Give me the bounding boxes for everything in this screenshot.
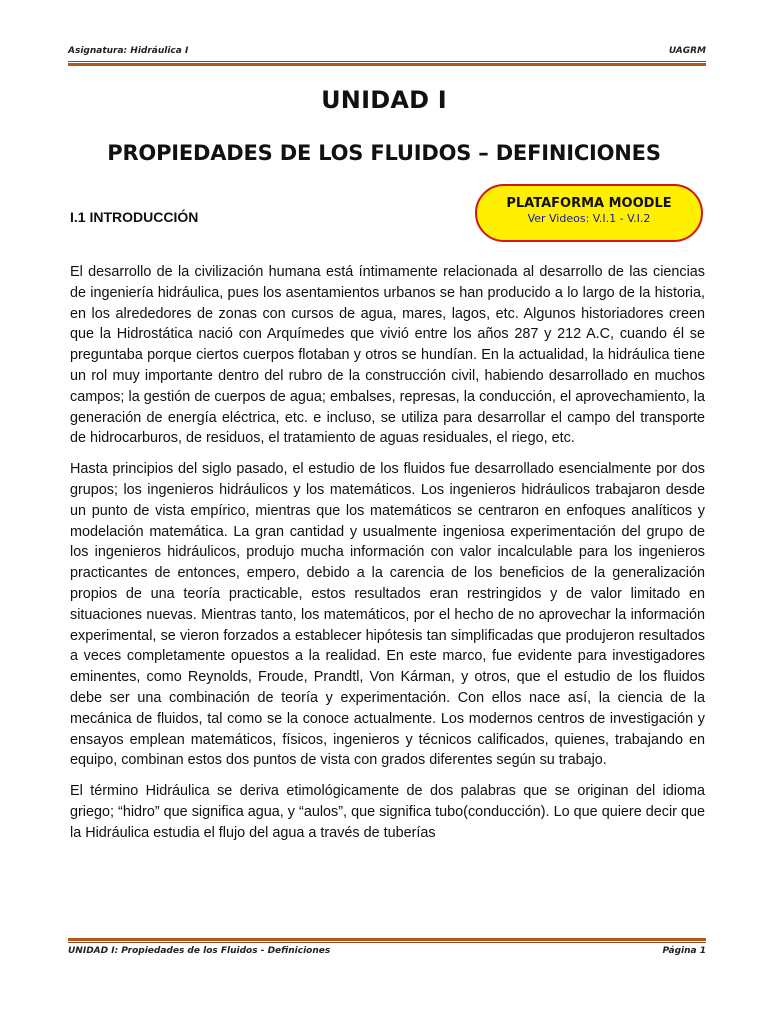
paragraph: Hasta principios del siglo pasado, el estudio de los fluidos fue desarrollado esencialmente por dos grupos; los ingenieros hidráulicos y los matemáticos. Los ingenieros hidráulicos trabajaron desde un punto de vista empírico, mientras que los matemáticos se centraron en enfoques analíticos y modelación matemática. La gran cantidad y usualmente ingeniosa experimentación del grupo de los ingenieros hidráulicos, produjo mucha información con valor incalculable para los ingenieros practicantes de entonces, empero, debido a la carencia de los beneficios de la generalización propios de una teoría practicable, estos resultados eran restringidos y de valor limitado en situaciones nuevas. Mientras tanto, los matemáticos, por el hecho de no aprovechar la información experimental, se vieron forzados a establecer hipótesis tan simplificadas que produjeron resultados a veces completamente opuestos a la realidad. En este marco, fue evidente para investigadores eminentes, como Reynolds, Froude, Prandtl, Von Kárman, y otros, que el estudio de los fluidos debe ser una combinación de teoría y experimentación. Con ellos nace así, la ciencia de la mecánica de fluidos, tal como se la conoce actualmente. Los modernos centros de investigación y ensayos emplean matemáticos, físicos, ingenieros y técnicos calificados, quienes, trabajando en equipo, combinan estos dos puntos de vista con grados diferentes según su trabajo. — [70, 461, 705, 769]
header-rule-thin — [68, 61, 706, 62]
moodle-badge[interactable] — [475, 184, 703, 242]
unit-title: UNIDAD I — [321, 86, 447, 114]
footer-rule-thick — [68, 938, 706, 941]
header-course: Asignatura: Hidráulica I — [68, 46, 189, 56]
page-footer — [68, 946, 706, 960]
page-title: PROPIEDADES DE LOS FLUIDOS – DEFINICIONES — [107, 141, 661, 165]
body-text — [70, 262, 705, 854]
footer-rule-thin — [68, 942, 706, 943]
footer-unit-title: UNIDAD I: Propiedades de los Fluidos - Definiciones — [68, 946, 331, 956]
page-number: Página 1 — [662, 946, 706, 956]
moodle-badge-title: PLATAFORMA MOODLE — [506, 196, 672, 211]
moodle-badge-videos: Ver Videos: V.I.1 - V.I.2 — [527, 212, 651, 225]
section-heading: I.1 INTRODUCCIÓN — [70, 209, 199, 225]
paragraph: El desarrollo de la civilización humana está íntimamente relacionada al desarrollo de las ciencias de ingeniería hidráulica, pues los asentamientos urbanos se han producido a lo largo de la historia, en los alrededores de zonas con cursos de agua, mares, lagos, etc. Algunos historiadores creen que la Hidrostática nació con Arquímedes que vivió entre los años 287 y 212 A.C, cuando él se preguntaba porque ciertos cuerpos flotaban y otros se hundían. En la actualidad, la hidráulica tiene un rol muy importante dentro del rubro de la construcción civil, habiendo desarrollado en muchos campos; la gestión de cuerpos de agua; embalses, represas, la conducción, el aprovechamiento, la generación de energía eléctrica, etc. e incluso, se utiliza para desarrollar el campo del transporte de hidrocarburos, de residuos, el tratamiento de aguas residuales, el riego, etc. — [70, 264, 705, 447]
page-header — [68, 46, 706, 60]
paragraph: El término Hidráulica se deriva etimológicamente de dos palabras que se originan del idioma griego; “hidro” que significa agua, y “aulos”, que significa tubo(conducción). Lo que quiere decir que la Hidráulica estudia el flujo del agua a través de tuberías — [70, 783, 705, 841]
header-rule-thick — [68, 63, 706, 66]
header-institution: UAGRM — [668, 46, 706, 56]
